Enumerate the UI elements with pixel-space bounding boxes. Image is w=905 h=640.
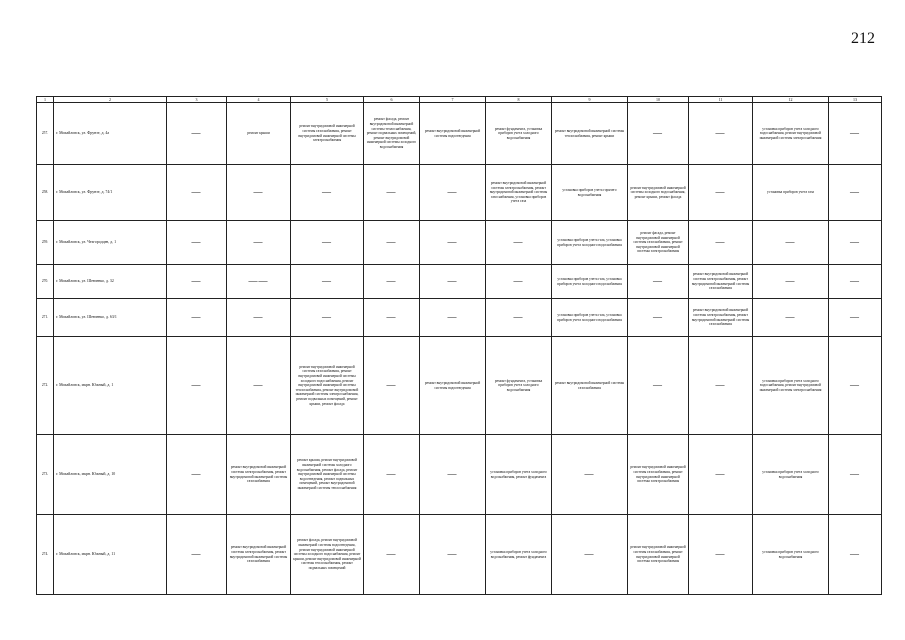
work-cell-c12: установка приборов учета холодного водоснабжения, ремонт внутридомовой инженерной системы электроснабжения xyxy=(753,103,829,165)
work-cell-c7: — xyxy=(420,515,486,595)
work-cell-c4: — xyxy=(227,299,291,337)
work-cell-c8: — xyxy=(486,265,552,299)
work-cell-c10: ремонт внутридомовой инженерной системы газоснабжения, ремонт внутридомовой инженерной системы электроснабжения xyxy=(628,435,689,515)
address-cell: г. Михайловск, ул. Фрунзе, д. 4а xyxy=(54,103,167,165)
work-cell-c8: установка приборов учета холодного водоснабжения, ремонт фундамента xyxy=(486,435,552,515)
work-cell-c5: ремонт крыши, ремонт внутридомовой инженерной системы холодного водоснабжения, ремонт фасада, ремонт внутридомовой инженерной системы водоотведения, ремонт подвальных помещений, ремонт внутридомовой инженерной системы теплоснабжения xyxy=(291,435,364,515)
work-cell-c3: — xyxy=(167,299,227,337)
column-number: 12 xyxy=(753,97,829,103)
work-cell-c3: — xyxy=(167,103,227,165)
work-cell-c8: установка приборов учета холодного водоснабжения, ремонт фундамента xyxy=(486,515,552,595)
work-cell-c4: —— xyxy=(227,265,291,299)
work-cell-c4: — xyxy=(227,221,291,265)
work-cell-c11: — xyxy=(689,165,753,221)
address-cell: г. Михайловск, мкрн. Южный, д. 10 xyxy=(54,435,167,515)
row-number-cell: 272. xyxy=(37,337,54,435)
work-cell-c12: — xyxy=(753,299,829,337)
work-cell-c6: — xyxy=(364,221,420,265)
work-cell-c6: — xyxy=(364,515,420,595)
work-cell-c7: — xyxy=(420,299,486,337)
row-number-cell: 270. xyxy=(37,265,54,299)
work-cell-c13: — xyxy=(829,299,882,337)
work-cell-c11: — xyxy=(689,515,753,595)
work-cell-c4: — xyxy=(227,337,291,435)
table-row xyxy=(37,435,882,515)
row-number-cell: 273. xyxy=(37,435,54,515)
work-cell-c10: — xyxy=(628,265,689,299)
row-number-cell: 274. xyxy=(37,515,54,595)
work-cell-c12: — xyxy=(753,221,829,265)
column-number: 3 xyxy=(167,97,227,103)
work-cell-c3: — xyxy=(167,265,227,299)
work-cell-c5: ремонт фасада, ремонт внутридомовой инженерной системы водоотведения, ремонт внутридомовой инженерной системы холодного водоснабжения, ремонт крыши, ремонт внутридомовой инженерной системы теплоснабжения, ремонт подвальных помещений xyxy=(291,515,364,595)
work-cell-c9: ремонт внутридомовой инженерной системы теплоснабжения, ремонт крыши xyxy=(552,103,628,165)
work-cell-c13: — xyxy=(829,103,882,165)
work-cell-c8: ремонт внутридомовой инженерной системы электроснабжения, ремонт внутридомовой инженерной системы газоснабжения, установка приборов учета газа xyxy=(486,165,552,221)
table-row xyxy=(37,265,882,299)
row-number-cell: 258. xyxy=(37,165,54,221)
work-cell-c4: — xyxy=(227,165,291,221)
row-number-cell: 271. xyxy=(37,299,54,337)
table-row xyxy=(37,221,882,265)
address-cell: г. Михайловск, мкрн. Южный, д. 11 xyxy=(54,515,167,595)
work-cell-c12: установка приборов учета холодного водоснабжения xyxy=(753,435,829,515)
work-cell-c13: — xyxy=(829,515,882,595)
work-cell-c3: — xyxy=(167,515,227,595)
column-number: 13 xyxy=(829,97,882,103)
table-row xyxy=(37,103,882,165)
work-cell-c6: — xyxy=(364,435,420,515)
work-cell-c10: — xyxy=(628,299,689,337)
work-cell-c7: — xyxy=(420,221,486,265)
column-number: 7 xyxy=(420,97,486,103)
column-number: 6 xyxy=(364,97,420,103)
page-number: 212 xyxy=(851,30,875,47)
work-cell-c5: — xyxy=(291,299,364,337)
column-number: 11 xyxy=(689,97,753,103)
work-cell-c5: — xyxy=(291,221,364,265)
work-cell-c5: ремонт внутридомовой инженерной системы газоснабжения, ремонт внутридомовой инженерной системы холодного водоснабжения, ремонт внутридомовой инженерной системы теплоснабжения, ремонт внутридомовой инженерной системы электроснабжения, ремонт подвальных помещений, ремонт крыши, ремонт фасада xyxy=(291,337,364,435)
work-cell-c10: ремонт внутридомовой инженерной системы газоснабжения, ремонт внутридомовой инженерной системы электроснабжения xyxy=(628,515,689,595)
table-row xyxy=(37,165,882,221)
work-cell-c11: — xyxy=(689,103,753,165)
column-number: 2 xyxy=(54,97,167,103)
work-cell-c6: ремонт фасада, ремонт внутридомовой инженерной системы теплоснабжения, ремонт подвальных помещений, ремонт внутридомовой инженерной системы холодного водоснабжения xyxy=(364,103,420,165)
work-cell-c12: установка приборов учета газа xyxy=(753,165,829,221)
work-cell-c8: ремонт фундамента, установка приборов учета холодного водоснабжения xyxy=(486,103,552,165)
work-cell-c4: ремонт крыши xyxy=(227,103,291,165)
work-cell-c13: — xyxy=(829,337,882,435)
work-cell-c7: — xyxy=(420,265,486,299)
row-number-cell: 257. xyxy=(37,103,54,165)
column-number: 9 xyxy=(552,97,628,103)
table-row xyxy=(37,337,882,435)
address-cell: г. Михайловск, ул. Шевченко, д. 32 xyxy=(54,265,167,299)
work-cell-c6: — xyxy=(364,299,420,337)
work-cell-c11: — xyxy=(689,435,753,515)
work-cell-c7: — xyxy=(420,435,486,515)
column-number: 10 xyxy=(628,97,689,103)
work-cell-c6: — xyxy=(364,165,420,221)
address-cell: г. Михайловск, ул. Чехгородцев, д. 1 xyxy=(54,221,167,265)
work-cell-c3: — xyxy=(167,165,227,221)
work-cell-c12: установка приборов учета холодного водоснабжения, ремонт внутридомовой инженерной системы электроснабжения xyxy=(753,337,829,435)
work-cell-c8: — xyxy=(486,221,552,265)
work-cell-c4: ремонт внутридомовой инженерной системы электроснабжения, ремонт внутридомовой инженерной системы газоснабжения xyxy=(227,515,291,595)
work-cell-c11: — xyxy=(689,221,753,265)
work-cell-c4: ремонт внутридомовой инженерной системы электроснабжения, ремонт внутридомовой инженерной системы газоснабжения xyxy=(227,435,291,515)
work-cell-c13: — xyxy=(829,165,882,221)
address-cell: г. Михайловск, ул. Шевченко, д. 63/1 xyxy=(54,299,167,337)
work-cell-c7: ремонт внутридомовой инженерной системы водоотведения xyxy=(420,103,486,165)
work-cell-c13: — xyxy=(829,221,882,265)
work-cell-c7: — xyxy=(420,165,486,221)
work-cell-c10: — xyxy=(628,337,689,435)
work-cell-c10: — xyxy=(628,103,689,165)
work-cell-c5: — xyxy=(291,265,364,299)
work-cell-c9: установка приборов учета горячего водоснабжения xyxy=(552,165,628,221)
table-row xyxy=(37,515,882,595)
work-cell-c10: ремонт фасада, ремонт внутридомовой инженерной системы газоснабжения, ремонт внутридомовой инженерной системы электроснабжения xyxy=(628,221,689,265)
address-cell: г. Михайловск, мкрн. Южный, д. 1 xyxy=(54,337,167,435)
column-number: 8 xyxy=(486,97,552,103)
row-number-cell: 259. xyxy=(37,221,54,265)
work-cell-c9: — xyxy=(552,435,628,515)
work-cell-c6: — xyxy=(364,337,420,435)
work-cell-c13: — xyxy=(829,265,882,299)
work-cell-c8: ремонт фундамента, установка приборов учета холодного водоснабжения xyxy=(486,337,552,435)
work-cell-c10: ремонт внутридомовой инженерной системы холодного водоснабжения, ремонт крыши, ремонт фасада xyxy=(628,165,689,221)
work-cell-c6: — xyxy=(364,265,420,299)
work-cell-c11: ремонт внутридомовой инженерной системы электроснабжения, ремонт внутридомовой инженерной системы газоснабжения xyxy=(689,299,753,337)
work-cell-c3: — xyxy=(167,435,227,515)
column-number: 5 xyxy=(291,97,364,103)
work-cell-c3: — xyxy=(167,337,227,435)
work-cell-c9: — xyxy=(552,515,628,595)
work-cell-c12: — xyxy=(753,265,829,299)
work-cell-c9: установка приборов учета газа, установка приборов учета холодного водоснабжения xyxy=(552,221,628,265)
table-row xyxy=(37,299,882,337)
work-cell-c5: ремонт внутридомовой инженерной системы газоснабжения, ремонт внутридомовой инженерной системы электроснабжения xyxy=(291,103,364,165)
work-cell-c3: — xyxy=(167,221,227,265)
work-cell-c9: установка приборов учета газа, установка приборов учета холодного водоснабжения xyxy=(552,265,628,299)
work-cell-c9: ремонт внутридомовой инженерной системы газоснабжения xyxy=(552,337,628,435)
work-cell-c12: установка приборов учета холодного водоснабжения xyxy=(753,515,829,595)
work-cell-c8: — xyxy=(486,299,552,337)
capital-repair-table xyxy=(36,96,882,595)
column-number: 1 xyxy=(37,97,54,103)
column-number: 4 xyxy=(227,97,291,103)
work-cell-c13: — xyxy=(829,435,882,515)
work-cell-c11: — xyxy=(689,337,753,435)
work-cell-c11: ремонт внутридомовой инженерной системы электроснабжения, ремонт внутридомовой инженерной системы газоснабжения xyxy=(689,265,753,299)
work-cell-c5: — xyxy=(291,165,364,221)
work-cell-c7: ремонт внутридомовой инженерной системы водоотведения xyxy=(420,337,486,435)
work-cell-c9: установка приборов учета газа, установка приборов учета холодного водоснабжения xyxy=(552,299,628,337)
address-cell: г. Михайловск, ул. Фрунзе, д. 74/1 xyxy=(54,165,167,221)
